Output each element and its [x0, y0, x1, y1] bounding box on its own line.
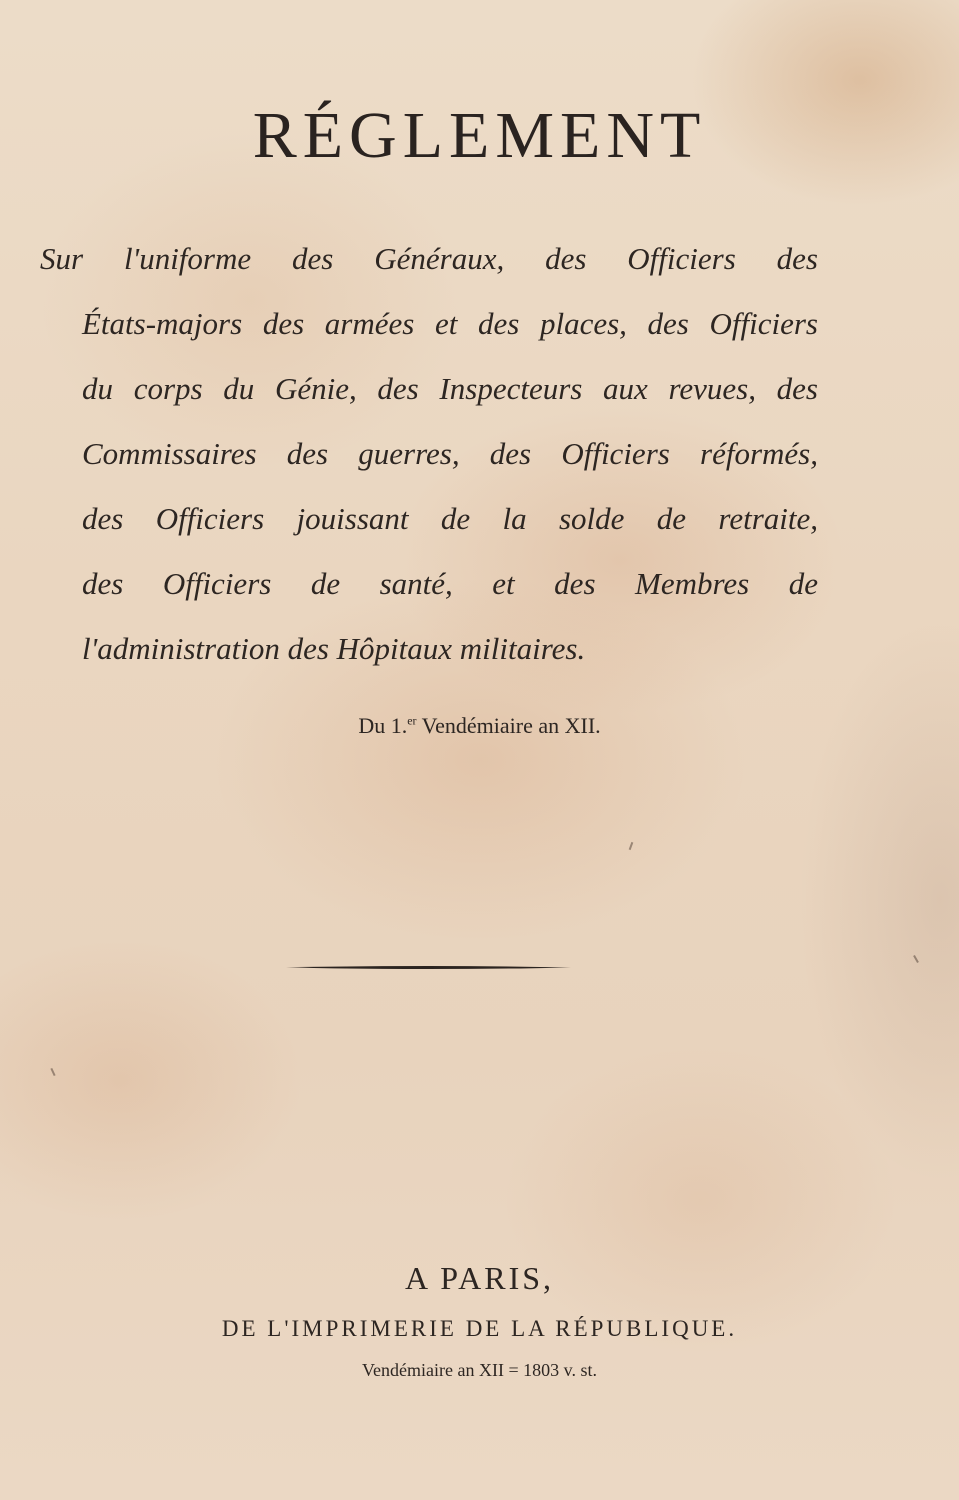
subtitle-line-1: Sur l'uniforme des Généraux, des Officiers des	[40, 241, 818, 276]
document-date	[0, 713, 959, 739]
subtitle-line-4: Commissaires des guerres, des Officiers réformés,	[82, 436, 818, 471]
ornamental-rule	[286, 965, 571, 970]
imprint-printer: DE L'IMPRIMERIE DE LA RÉPUBLIQUE.	[221, 1316, 738, 1341]
subtitle-line-7: l'administration des Hôpitaux militaires.	[82, 631, 586, 666]
subtitle-line-6: des Officiers de santé, et des Membres de	[82, 566, 818, 601]
imprint-city: A PARIS,	[404, 1260, 555, 1296]
ink-speck	[913, 955, 919, 963]
subtitle-line-2: États-majors des armées et des places, des Officiers	[82, 306, 818, 341]
ink-speck	[629, 842, 634, 850]
date-suffix: Vendémiaire an XII.	[416, 713, 601, 738]
document-title: RÉGLEMENT	[252, 99, 707, 172]
date-prefix: Du 1.	[358, 713, 408, 738]
subtitle-line-3: du corps du Génie, des Inspecteurs aux revues, des	[82, 371, 818, 406]
subtitle-line-5: des Officiers jouissant de la solde de retraite,	[82, 501, 818, 536]
ink-speck	[50, 1068, 55, 1076]
date-superscript: er	[407, 713, 417, 728]
document-subtitle	[40, 226, 818, 681]
imprint-date: Vendémiaire an XII = 1803 v. st.	[362, 1360, 597, 1380]
